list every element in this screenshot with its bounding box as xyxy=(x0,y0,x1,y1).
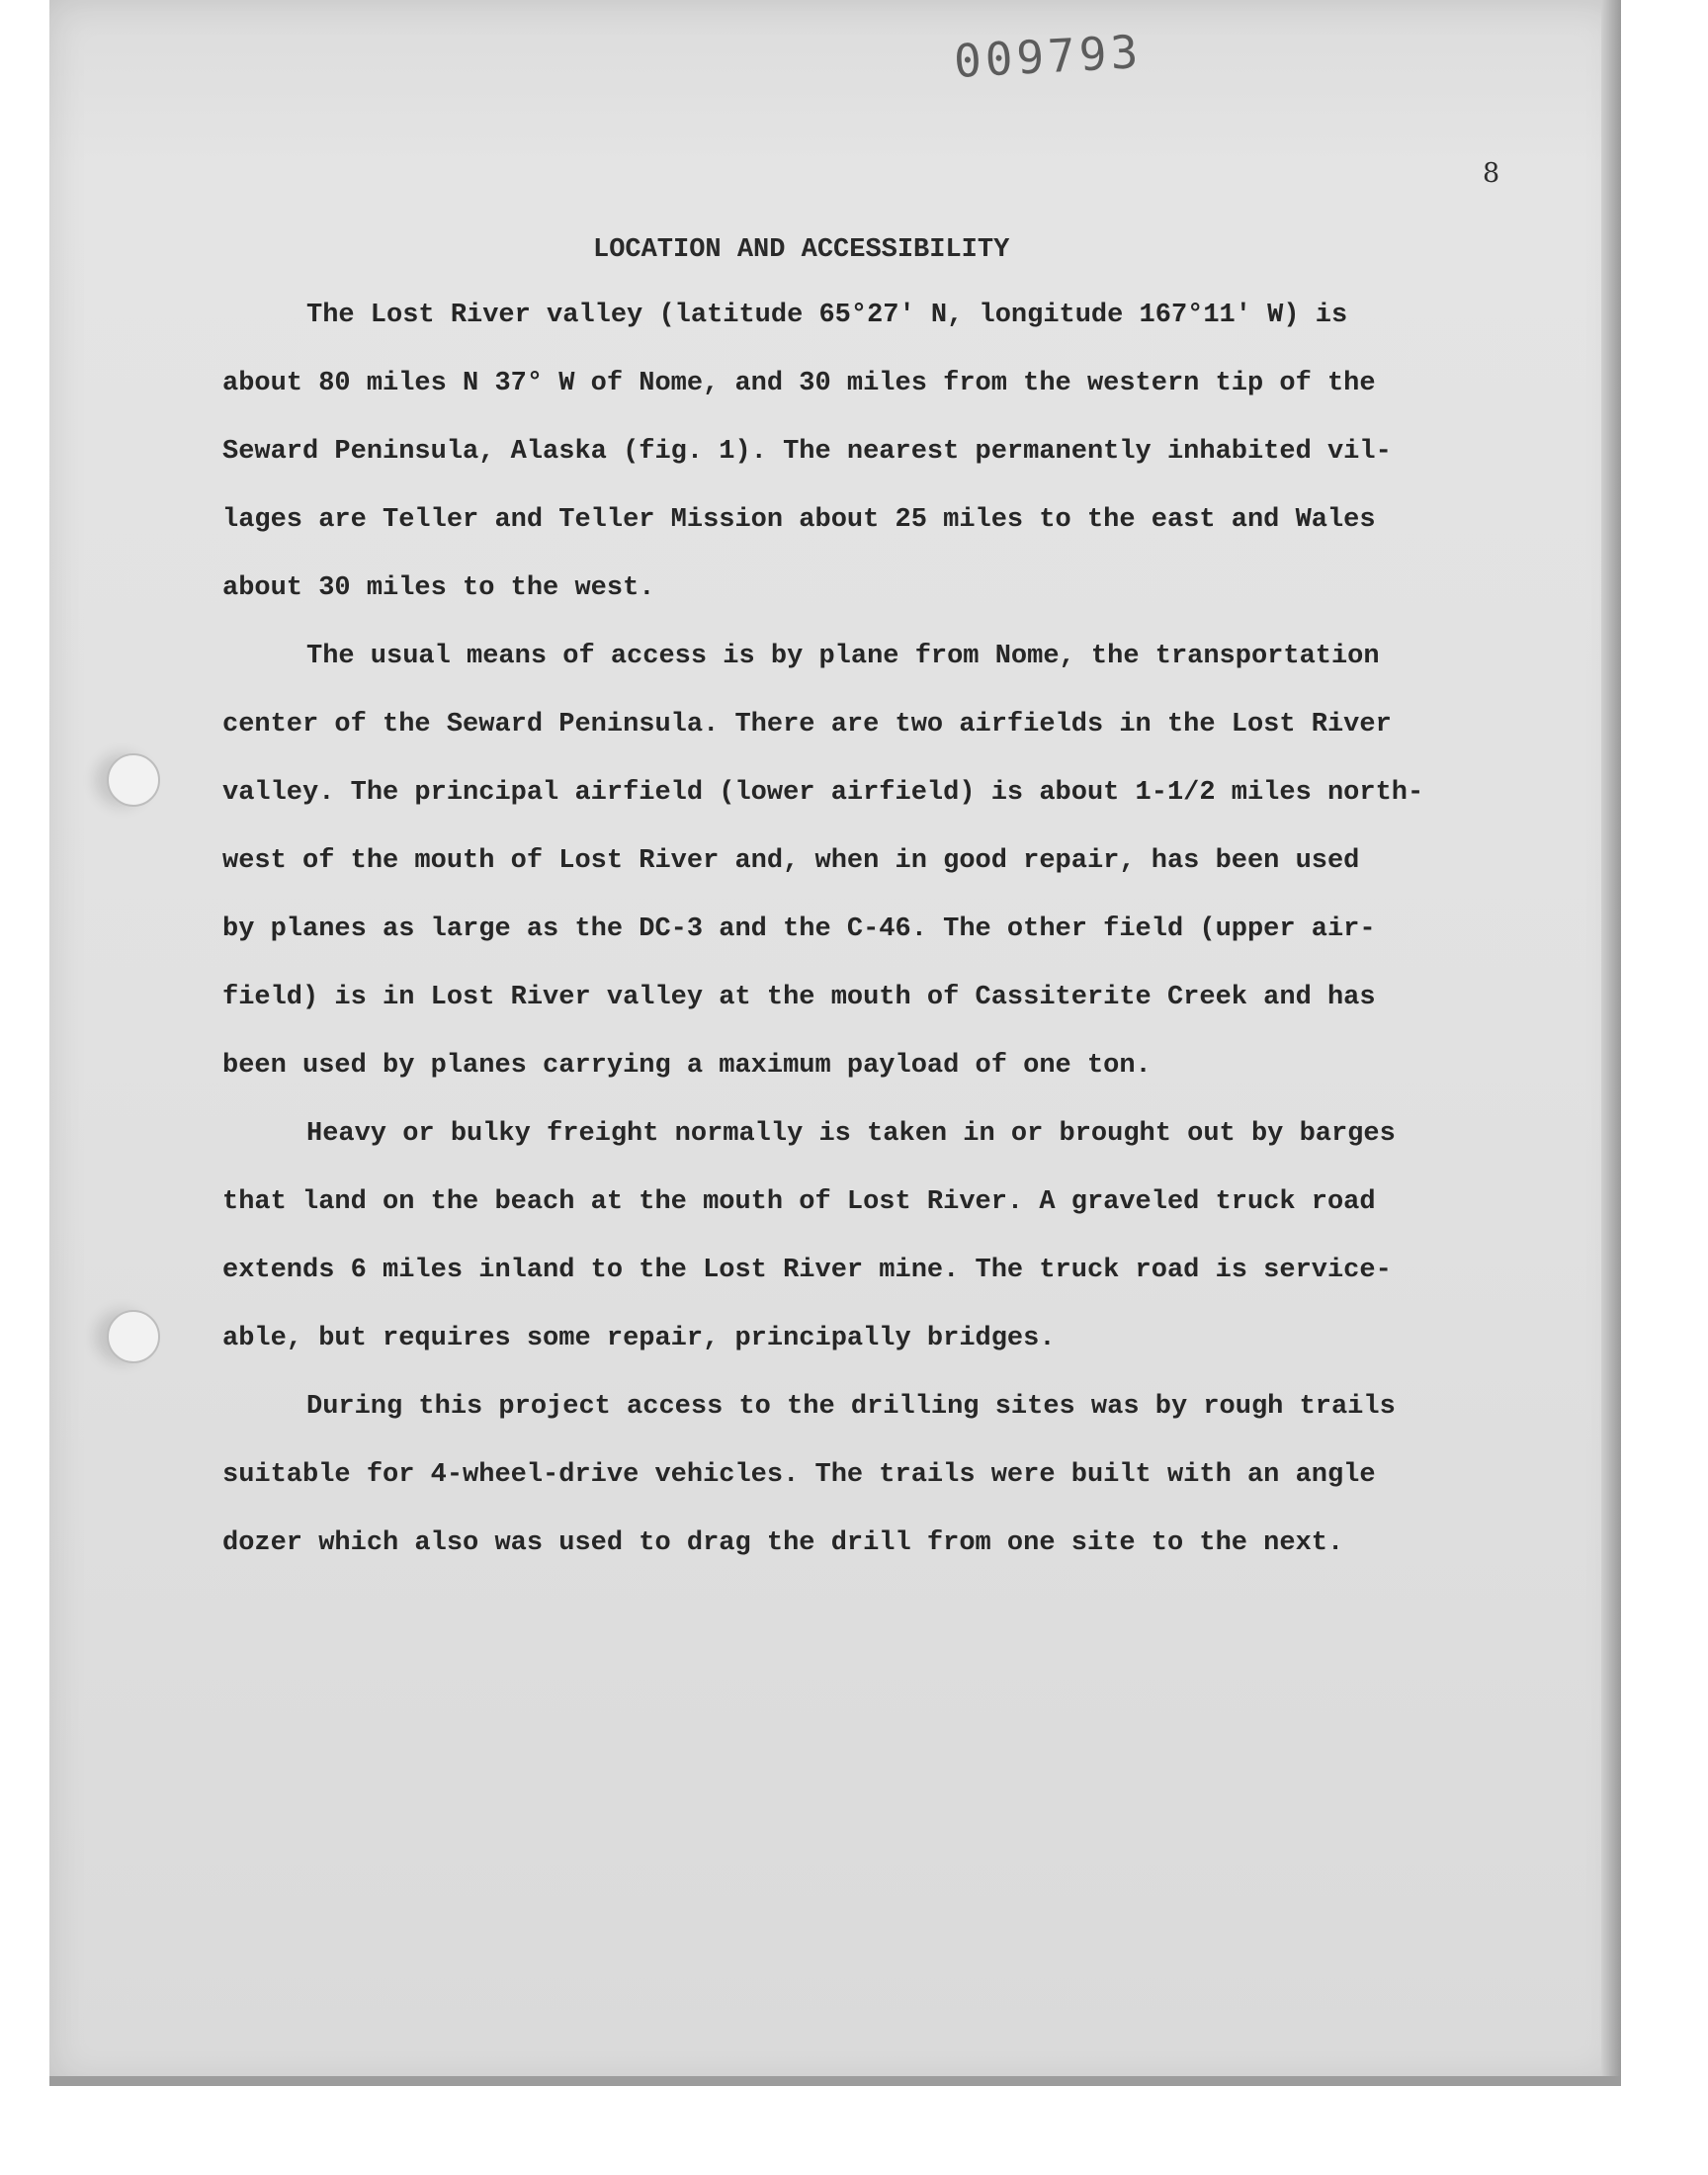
text-line: During this project access to the drilling sites was by rough trails xyxy=(306,1392,1396,1422)
text-line: been used by planes carrying a maximum payload of one ton. xyxy=(222,1051,1152,1081)
text-line: field) is in Lost River valley at the mouth of Cassiterite Creek and has xyxy=(222,983,1376,1012)
text-line: The usual means of access is by plane from Nome, the transportation xyxy=(306,642,1380,671)
text-line: extends 6 miles inland to the Lost River mine. The truck road is service- xyxy=(222,1256,1392,1285)
text-line: Seward Peninsula, Alaska (fig. 1). The nearest permanently inhabited vil- xyxy=(222,437,1392,467)
punch-hole-lower xyxy=(107,1310,160,1363)
text-line: about 30 miles to the west. xyxy=(222,573,655,603)
text-line: valley. The principal airfield (lower airfield) is about 1-1/2 miles north- xyxy=(222,778,1424,808)
page-edge-shadow xyxy=(1601,0,1621,2086)
text-line: center of the Seward Peninsula. There are two airfields in the Lost River xyxy=(222,710,1392,740)
text-line: able, but requires some repair, principally bridges. xyxy=(222,1324,1056,1353)
handwritten-stamp-number: 009793 xyxy=(952,25,1144,88)
text-line: lages are Teller and Teller Mission about 25 miles to the east and Wales xyxy=(222,505,1376,535)
text-line: about 80 miles N 37° W of Nome, and 30 miles from the western tip of the xyxy=(222,369,1376,398)
text-line: Heavy or bulky freight normally is taken in or brought out by barges xyxy=(306,1119,1396,1149)
text-line: suitable for 4-wheel-drive vehicles. The trails were built with an angle xyxy=(222,1460,1376,1490)
page-bottom-edge xyxy=(49,2076,1621,2086)
page-number: 8 xyxy=(1483,158,1500,189)
text-line: that land on the beach at the mouth of Lost River. A graveled truck road xyxy=(222,1187,1376,1217)
text-line: west of the mouth of Lost River and, when in good repair, has been used xyxy=(222,846,1360,876)
text-line: The Lost River valley (latitude 65°27' N, longitude 167°11' W) is xyxy=(306,301,1348,330)
punch-hole-upper xyxy=(107,753,160,807)
body-text xyxy=(222,295,1537,1591)
text-line: by planes as large as the DC-3 and the C-46. The other field (upper air- xyxy=(222,914,1376,944)
text-line: dozer which also was used to drag the drill from one site to the next. xyxy=(222,1528,1344,1558)
section-title: LOCATION AND ACCESSIBILITY xyxy=(593,235,1010,265)
